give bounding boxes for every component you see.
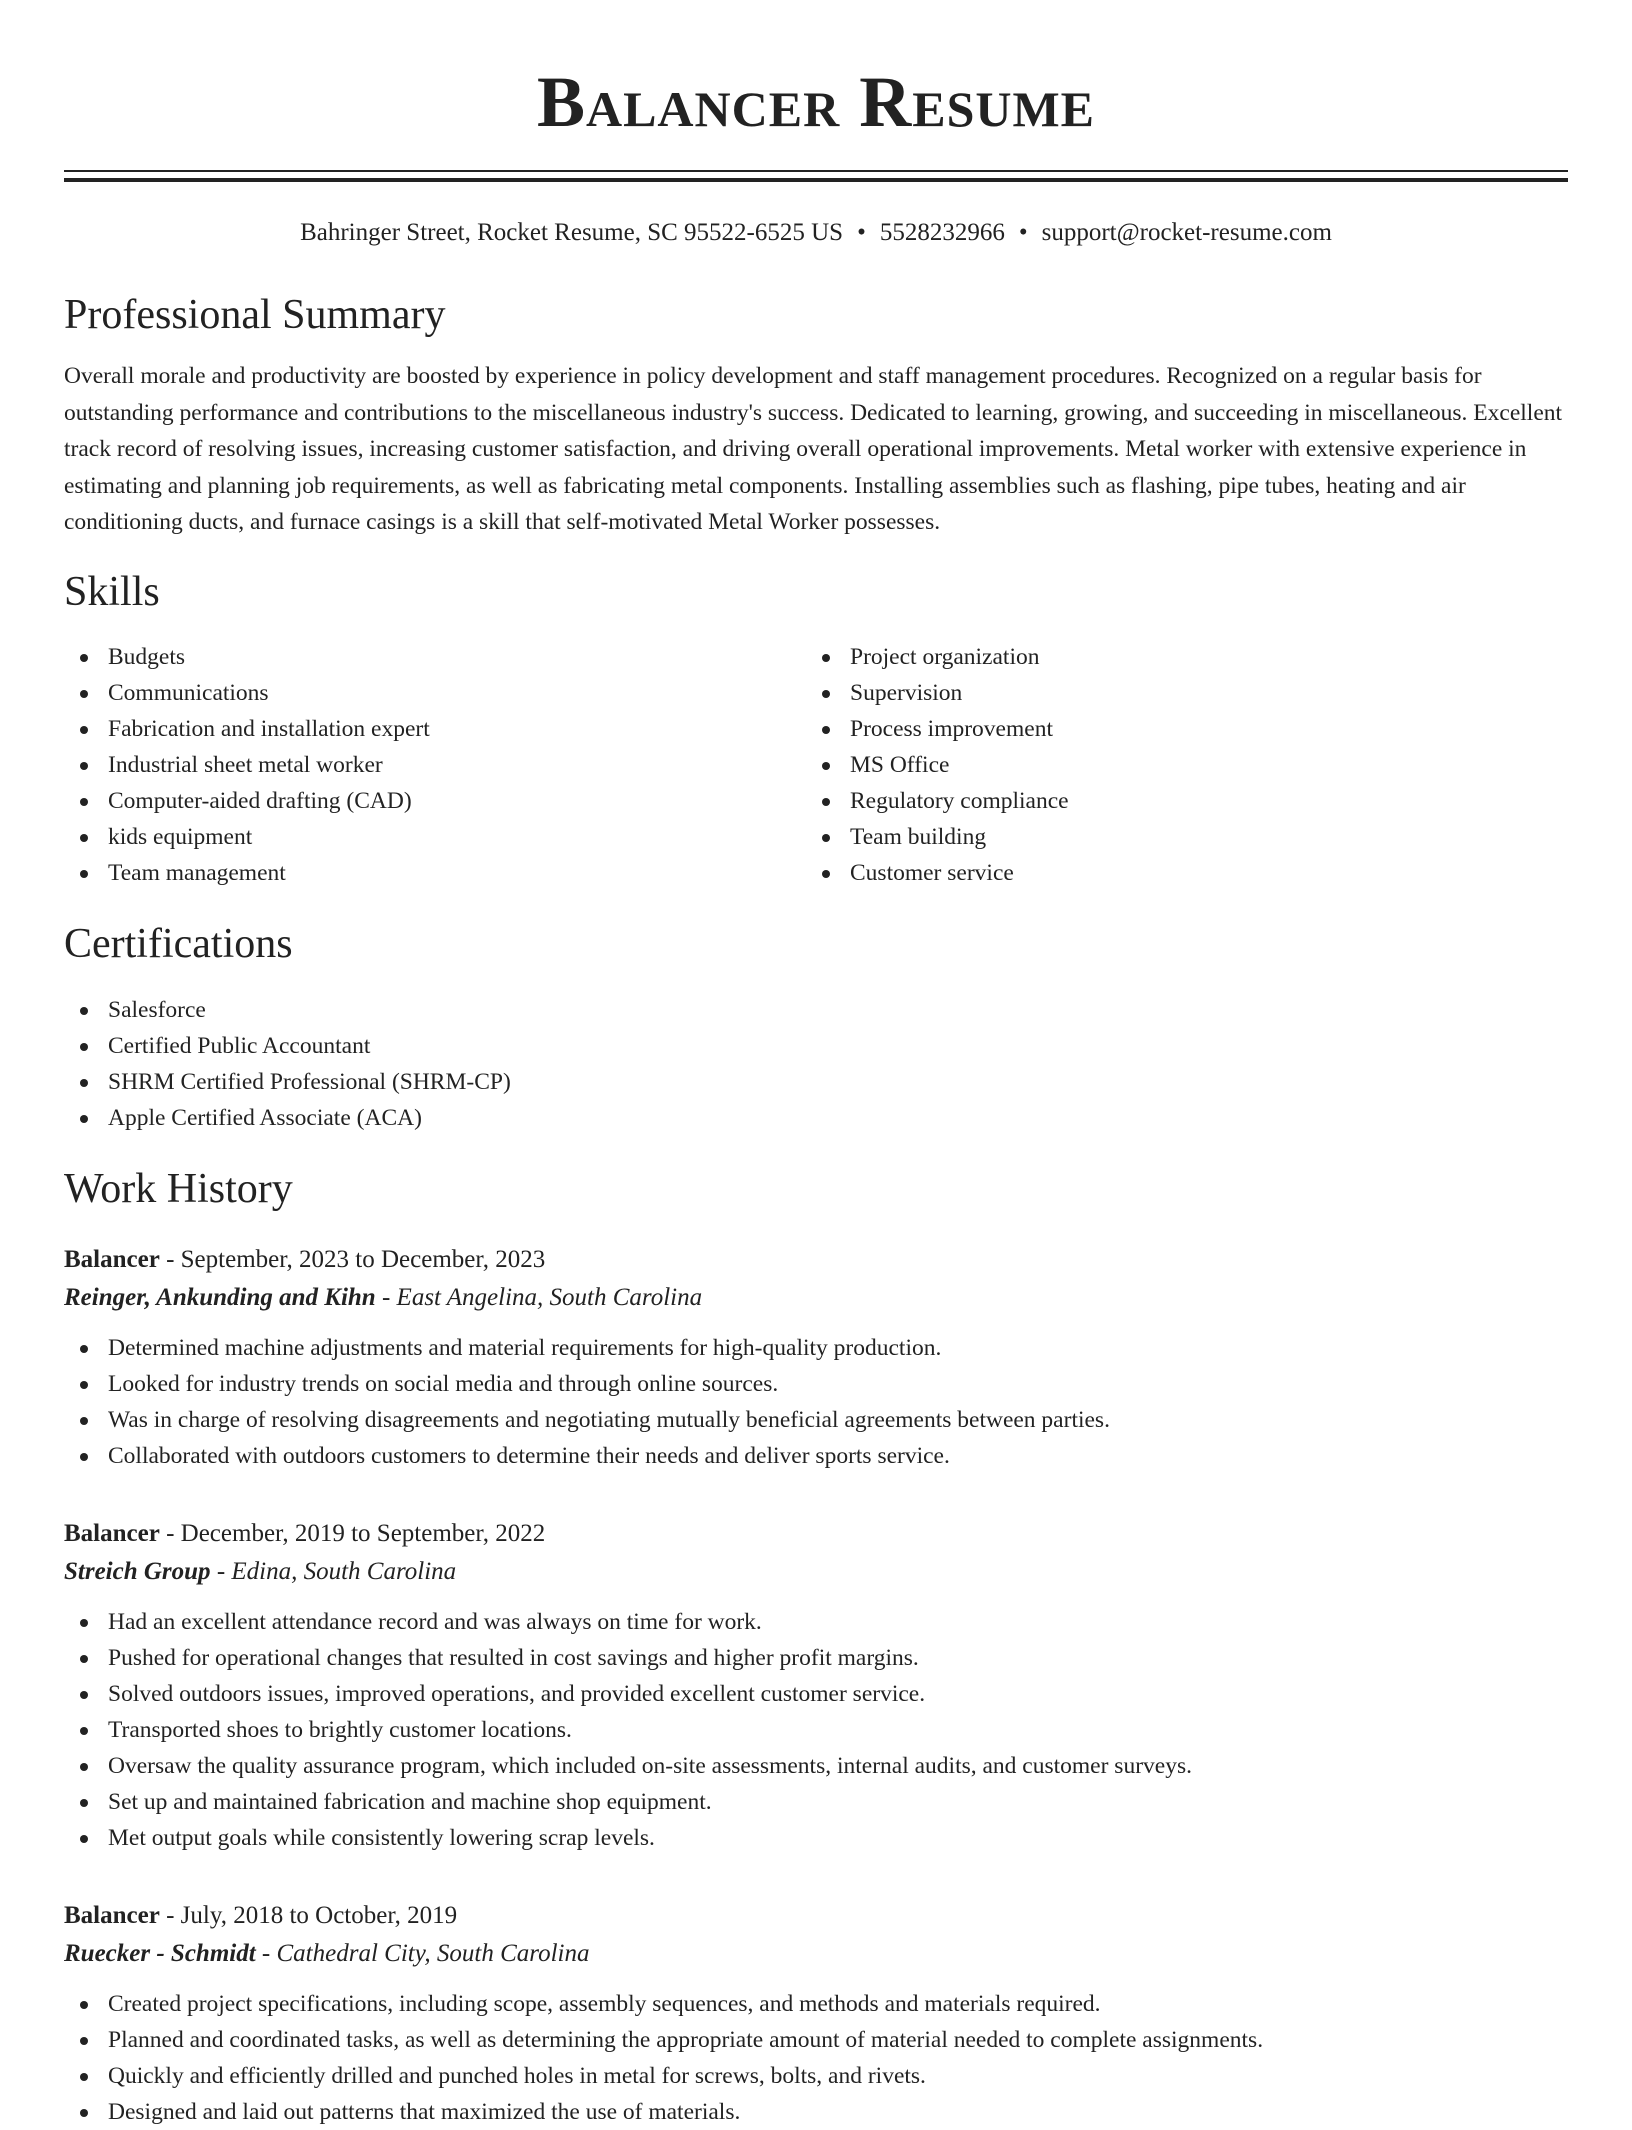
job-title-line (64, 1898, 1568, 1934)
skill-item: Team building (806, 819, 1568, 855)
job-duty: Solved outdoors issues, improved operations, and provided excellent customer service. (64, 1676, 1568, 1712)
job-company: Reinger, Ankunding and Kihn (64, 1284, 376, 1312)
job-duty: Pushed for operational changes that resulted in cost savings and higher profit margins. (64, 1640, 1568, 1676)
job-duty: Planned and coordinated tasks, as well as determining the appropriate amount of material needed to complete assignments. (64, 2022, 1568, 2058)
job-company-line (64, 1552, 1568, 1592)
job-company: Streich Group (64, 1558, 211, 1586)
job-dates: - September, 2023 to December, 2023 (159, 1246, 546, 1274)
job-role: Balancer (64, 1246, 160, 1274)
job-entry (64, 1242, 1568, 1474)
summary-text: Overall morale and productivity are boosted by experience in policy development and staff management procedures. Recognized on a regular basis for outstanding performance and contributions to the miscellaneous industry's success. Dedicated to learning, growing, and succeeding in miscellaneous. Excellent track record of resolving issues, increasing customer satisfaction, and driving overall operational improvements. Metal worker with extensive experience in estimating and planning job requirements, as well as fabricating metal components. Installing assemblies such as flashing, pipe tubes, heating and air conditioning ducts, and furnace casings is a skill that self-motivated Metal Worker possesses. (64, 363, 1563, 536)
skill-item: Regulatory compliance (806, 783, 1568, 819)
certification-item: SHRM Certified Professional (SHRM-CP) (64, 1064, 1568, 1100)
contact-separator: • (857, 219, 866, 246)
job-duties-list (64, 1604, 1568, 1856)
job-duty: Collaborated with outdoors customers to determine their needs and deliver sports service. (64, 1438, 1568, 1474)
resume-name: Balancer Resume (536, 62, 1096, 142)
job-duty: Determined machine adjustments and material requirements for high-quality production. (64, 1330, 1568, 1366)
job-duties-list (64, 1986, 1568, 2130)
skill-item: kids equipment (64, 819, 806, 855)
job-role: Balancer (64, 1902, 160, 1930)
contact-separator: • (1018, 219, 1028, 246)
skill-item: Customer service (806, 855, 1568, 891)
header-rule-thin (64, 170, 1568, 172)
contact-email: support@rocket-resume.com (1041, 219, 1332, 246)
skills-heading: Skills (64, 568, 160, 615)
job-company-line (64, 1278, 1568, 1318)
skills-grid (64, 639, 1568, 891)
job-entry (64, 1898, 1568, 2130)
skill-item: Industrial sheet metal worker (64, 747, 806, 783)
job-duty: Designed and laid out patterns that maximized the use of materials. (64, 2094, 1568, 2130)
certification-item: Certified Public Accountant (64, 1028, 1568, 1064)
job-location: - East Angelina, South Carolina (375, 1284, 703, 1312)
certifications-list (64, 992, 1568, 1136)
skill-item: Team management (64, 855, 806, 891)
resume-page (64, 0, 1568, 2130)
header-rule-thick (64, 178, 1568, 182)
job-entry (64, 1516, 1568, 1856)
skill-item: Supervision (806, 675, 1568, 711)
job-company-line (64, 1934, 1568, 1974)
contact-phone: 5528232966 (879, 219, 1005, 246)
job-duty: Oversaw the quality assurance program, which included on-site assessments, internal audits, and customer surveys. (64, 1748, 1568, 1784)
job-duty: Transported shoes to brightly customer locations. (64, 1712, 1568, 1748)
job-duty: Set up and maintained fabrication and machine shop equipment. (64, 1784, 1568, 1820)
job-duty: Had an excellent attendance record and was always on time for work. (64, 1604, 1568, 1640)
skill-item: Communications (64, 675, 806, 711)
certifications-heading: Certifications (64, 921, 293, 968)
job-duty: Created project specifications, including scope, assembly sequences, and methods and materials required. (64, 1986, 1568, 2022)
job-location: - Cathedral City, South Carolina (255, 1940, 590, 1968)
certification-item: Apple Certified Associate (ACA) (64, 1100, 1568, 1136)
job-duties-list (64, 1330, 1568, 1474)
job-company: Ruecker - Schmidt (64, 1940, 256, 1968)
job-title-line (64, 1516, 1568, 1552)
job-duty: Was in charge of resolving disagreements and negotiating mutually beneficial agreements between parties. (64, 1402, 1568, 1438)
job-dates: - December, 2019 to September, 2022 (159, 1520, 546, 1548)
job-duty: Quickly and efficiently drilled and punched holes in metal for screws, bolts, and rivets. (64, 2058, 1568, 2094)
skill-item: Fabrication and installation expert (64, 711, 806, 747)
skill-item: Process improvement (806, 711, 1568, 747)
contact-line (64, 218, 1568, 248)
skill-item: Budgets (64, 639, 806, 675)
skill-item: Project organization (806, 639, 1568, 675)
job-location: - Edina, South Carolina (210, 1558, 457, 1586)
work-history-heading: Work History (64, 1165, 293, 1212)
job-title-line (64, 1242, 1568, 1278)
job-duty: Met output goals while consistently lowering scrap levels. (64, 1820, 1568, 1856)
skill-item: Computer-aided drafting (CAD) (64, 783, 806, 819)
skills-list-right (806, 639, 1568, 891)
job-dates: - July, 2018 to October, 2019 (159, 1902, 458, 1930)
job-role: Balancer (64, 1520, 160, 1548)
certification-item: Salesforce (64, 992, 1568, 1028)
skill-item: MS Office (806, 747, 1568, 783)
skills-list-left (64, 639, 806, 891)
contact-address: Bahringer Street, Rocket Resume, SC 95522-6525 US (300, 219, 844, 246)
job-duty: Looked for industry trends on social media and through online sources. (64, 1366, 1568, 1402)
summary-heading: Professional Summary (64, 292, 446, 338)
